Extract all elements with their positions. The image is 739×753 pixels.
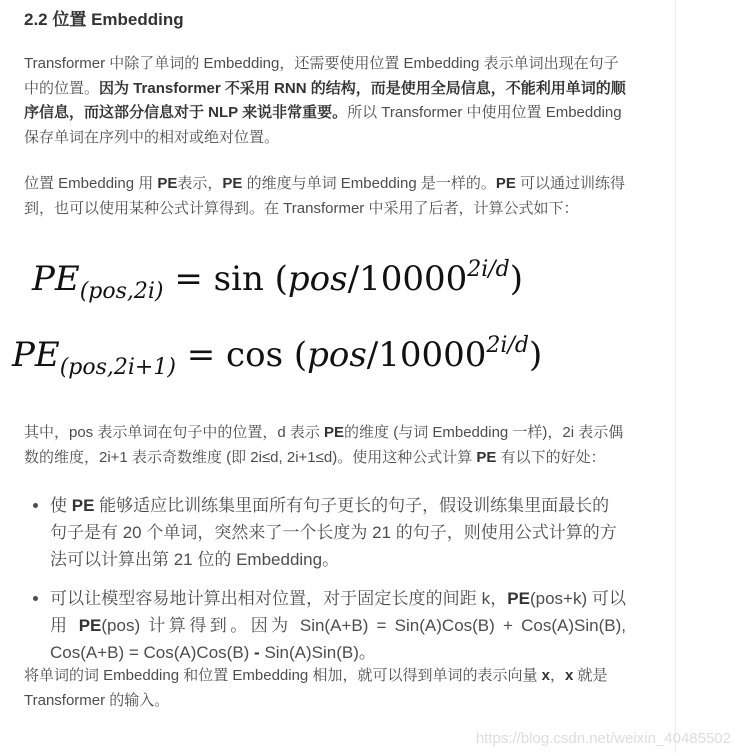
text: 表示， [177,175,223,192]
text: ， [549,667,565,684]
text: 将单词的词 Embedding 和位置 Embedding 相加，就可以得到单词的表示向量 [24,667,542,684]
text: 可以通过训练得到，也可以使用某种公式计算得到。在 Transformer 中采用了后者，计算公式如下： [24,175,626,217]
f: pos [307,335,367,375]
bold-text: PE [324,424,345,441]
f: = sin ( [163,259,288,299]
paragraph-pe-definition [24,172,626,221]
f: PE [12,335,60,375]
text: 有以下的好处： [496,448,606,466]
bold-text: PE [507,589,530,608]
text: 就是 Transformer 的输入。 [24,667,608,709]
formula-cos [12,319,626,395]
text: 使 [50,496,72,515]
f: /10000 [347,259,468,299]
f: pos [287,259,348,299]
list-item [50,492,626,573]
benefits-list [24,492,626,666]
article-body [12,8,626,735]
f: 2i/d [467,257,510,282]
section-heading: 2.2 位置 Embedding [24,10,184,29]
bold-text: PE [71,496,95,515]
bold-text: x [564,667,574,684]
text: 可以让模型容易地计算出相对位置，对于固定长度的间距 k， [50,589,508,608]
text: 位置 Embedding 用 [24,175,158,192]
text: Transformer 中除了单词的 Embedding，还需要使用位置 Embedding 表示单词出现在句子中的位置。 [24,55,619,97]
f: (pos,2i+1) [59,355,176,380]
text: 的维度 (与词 Embedding 一样)，2i 表示偶数的维度，2i+1 表示奇数维度 (即 2i≤d, 2i+1≤d)。使用这种公式计算 [24,424,624,466]
f: ) [509,259,524,299]
pe-formula [12,243,626,395]
f: (pos,2i) [79,279,164,304]
paragraph-intro [24,52,626,150]
list-item [50,585,626,666]
bold-text: PE [495,175,516,192]
f: 2i/d [486,333,529,358]
bold-text: PE [476,448,497,466]
f: = cos ( [175,335,308,375]
text: 所以 Transformer 中使用位置 Embedding 保存单词在序列中的相对或绝对位置。 [24,104,622,146]
text: Sin(A)Sin(B)。 [259,643,376,662]
bold-text: PE [157,175,178,192]
bold-text: 因为 Transformer 不采用 RNN 的结构，而是使用全局信息，不能利用单词的顺序信息，而这部分信息对于 NLP 来说非常重要。 [24,79,626,121]
bold-text: PE [78,616,102,635]
watermark: https://blog.csdn.net/weixin_40485502 [475,730,731,747]
text: (pos) 计算得到。因为 Sin(A+B) = Sin(A)Cos(B) + Cos(A)Sin(B), Cos(A+B) = Cos(A)Cos(B) [50,616,626,662]
text: 能够适应比训练集里面所有句子更长的句子，假设训练集里面最长的句子是有 20 个单词，突然来了一个长度为 21 的句子，则使用公式计算的方法可以计算出第 21 位的 Embedding。 [50,496,617,569]
f: /10000 [366,335,487,375]
formula-sin [32,243,626,319]
paragraph-conclusion [24,664,626,713]
bold-text: x [541,667,550,684]
text: 其中，pos 表示单词在句子中的位置，d 表示 [24,424,325,441]
text: 的维度与单词 Embedding 是一样的。 [242,175,496,192]
content-border [675,0,676,753]
text: (pos+k) 可以用 [50,589,626,635]
f: ) [528,335,543,375]
f: PE [32,259,80,299]
bold-text: - [254,643,260,662]
bold-text: PE [222,175,243,192]
paragraph-explanation [24,421,626,470]
